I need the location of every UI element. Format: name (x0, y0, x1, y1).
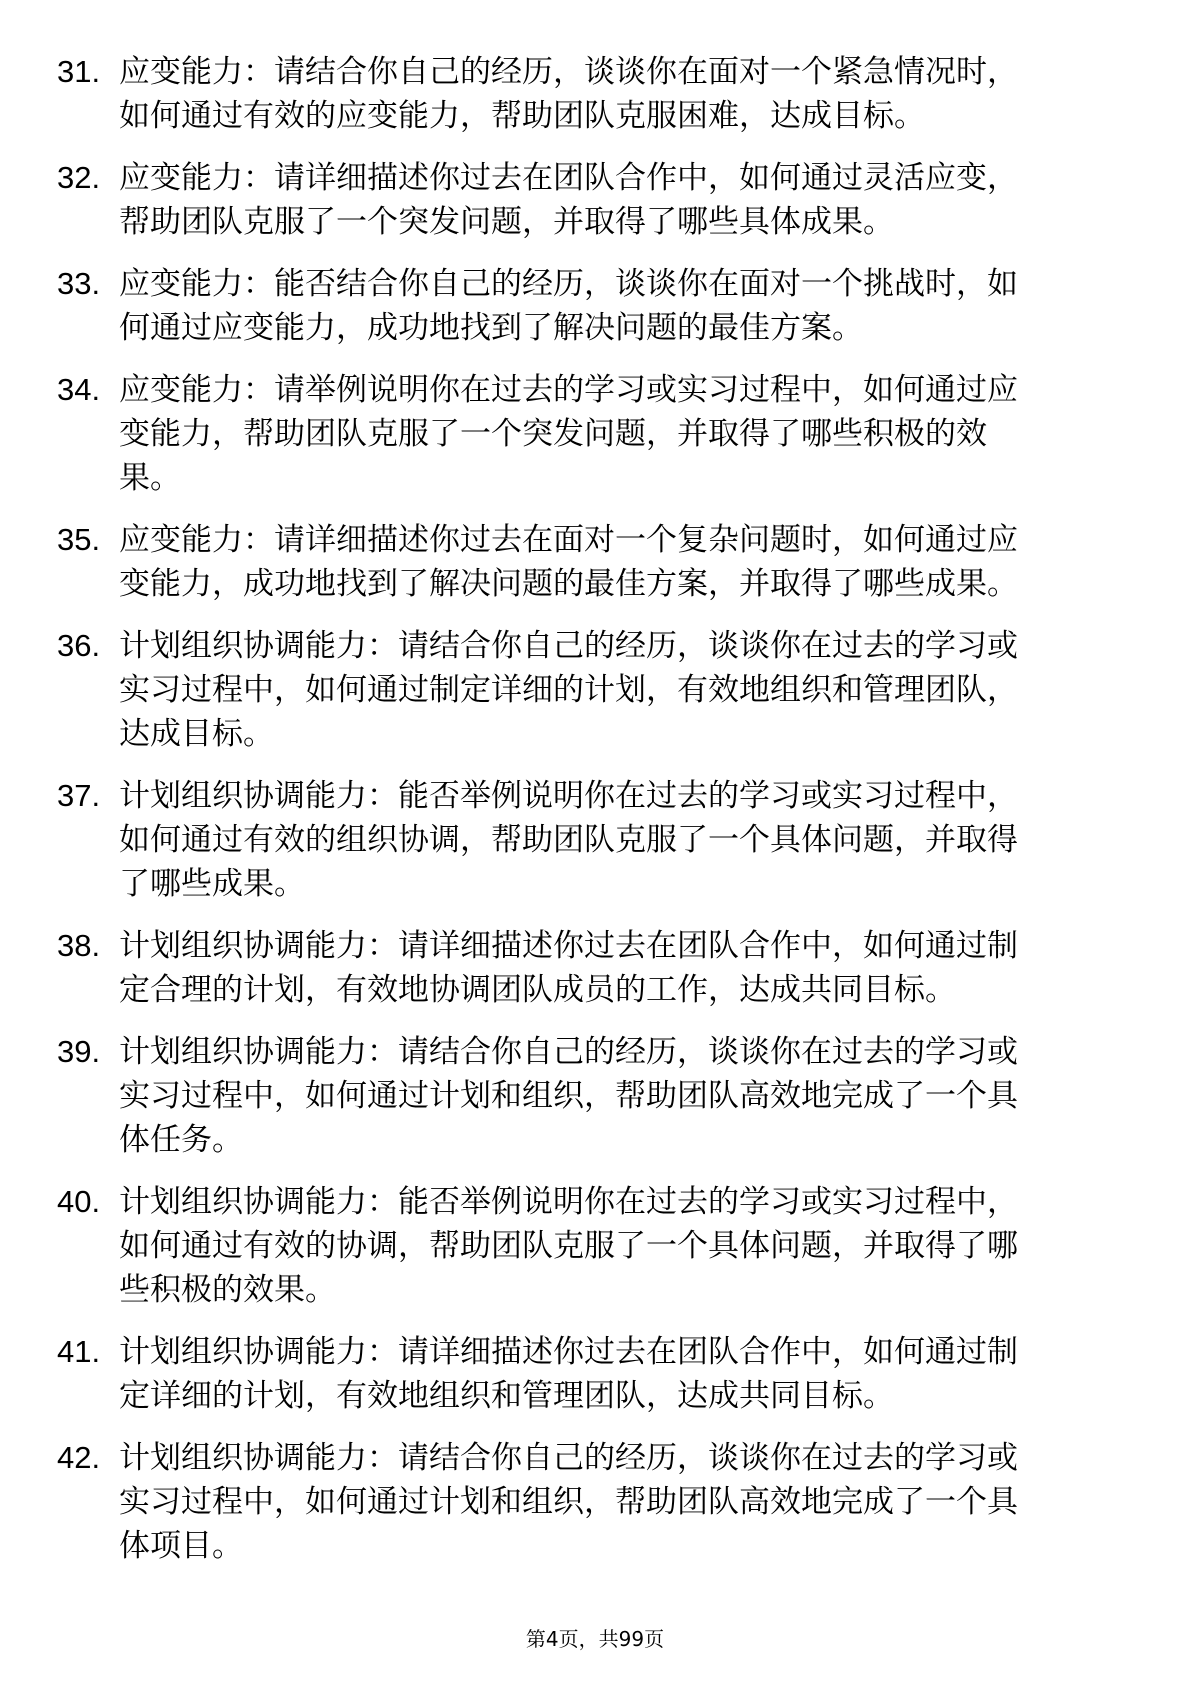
question-number: 38. (57, 928, 101, 963)
question-number: 32. (57, 160, 101, 195)
question-item-33 (57, 262, 1117, 350)
question-text: 计划组织协调能力：请结合你自己的经历，谈谈你在过去的学习或实习过程中，如何通过计划和组织，帮助团队高效地完成了一个具体任务。 (119, 1034, 1018, 1158)
question-text: 计划组织协调能力：请详细描述你过去在团队合作中，如何通过制定合理的计划，有效地协调团队成员的工作，达成共同目标。 (119, 928, 1018, 1008)
question-text: 计划组织协调能力：请详细描述你过去在团队合作中，如何通过制定详细的计划，有效地组织和管理团队，达成共同目标。 (119, 1334, 1018, 1414)
question-text: 应变能力：请详细描述你过去在团队合作中，如何通过灵活应变，帮助团队克服了一个突发问题，并取得了哪些具体成果。 (119, 160, 1018, 240)
question-number: 35. (57, 522, 101, 557)
page-number-footer: 第4页，共99页 (525, 1627, 665, 1651)
question-item-42 (57, 1436, 1117, 1568)
question-item-32 (57, 156, 1117, 244)
question-number: 37. (57, 778, 101, 813)
question-item-41 (57, 1330, 1117, 1418)
question-text: 应变能力：请详细描述你过去在面对一个复杂问题时，如何通过应变能力，成功地找到了解决问题的最佳方案，并取得了哪些成果。 (119, 522, 1018, 602)
question-number: 41. (57, 1334, 101, 1369)
question-item-35 (57, 518, 1117, 606)
question-text: 应变能力：请举例说明你在过去的学习或实习过程中，如何通过应变能力，帮助团队克服了一个突发问题，并取得了哪些积极的效果。 (119, 372, 1018, 496)
question-text: 计划组织协调能力：请结合你自己的经历，谈谈你在过去的学习或实习过程中，如何通过计划和组织，帮助团队高效地完成了一个具体项目。 (119, 1440, 1018, 1564)
question-text: 应变能力：请结合你自己的经历，谈谈你在面对一个紧急情况时，如何通过有效的应变能力，帮助团队克服困难，达成目标。 (119, 54, 1018, 134)
question-number: 40. (57, 1184, 101, 1219)
question-number: 34. (57, 372, 101, 407)
question-item-37 (57, 774, 1117, 906)
question-text: 应变能力：能否结合你自己的经历，谈谈你在面对一个挑战时，如何通过应变能力，成功地找到了解决问题的最佳方案。 (119, 266, 1018, 346)
question-list (57, 50, 1117, 1586)
question-item-36 (57, 624, 1117, 756)
question-text: 计划组织协调能力：能否举例说明你在过去的学习或实习过程中，如何通过有效的组织协调，帮助团队克服了一个具体问题，并取得了哪些成果。 (119, 778, 1018, 902)
question-item-34 (57, 368, 1117, 500)
question-number: 31. (57, 54, 101, 89)
question-item-38 (57, 924, 1117, 1012)
question-item-39 (57, 1030, 1117, 1162)
question-number: 39. (57, 1034, 101, 1069)
question-number: 36. (57, 628, 101, 663)
question-text: 计划组织协调能力：请结合你自己的经历，谈谈你在过去的学习或实习过程中，如何通过制定详细的计划，有效地组织和管理团队，达成目标。 (119, 628, 1018, 752)
question-item-40 (57, 1180, 1117, 1312)
question-number: 42. (57, 1440, 101, 1475)
question-item-31 (57, 50, 1117, 138)
question-text: 计划组织协调能力：能否举例说明你在过去的学习或实习过程中，如何通过有效的协调，帮助团队克服了一个具体问题，并取得了哪些积极的效果。 (119, 1184, 1018, 1308)
question-number: 33. (57, 266, 101, 301)
